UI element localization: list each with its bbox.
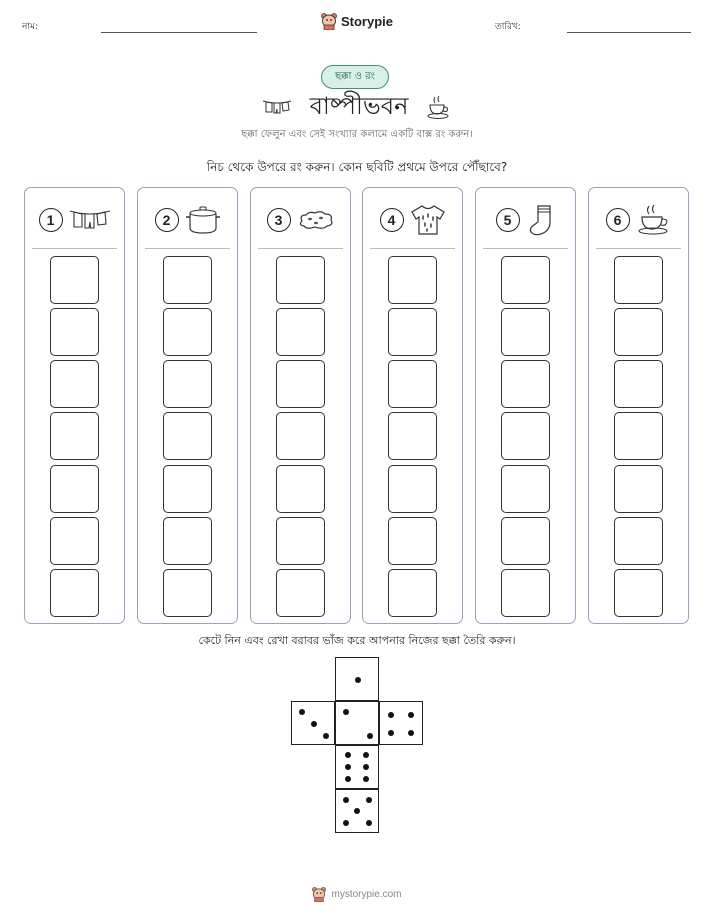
pip — [311, 721, 317, 727]
color-box[interactable] — [50, 465, 99, 513]
pip — [345, 776, 351, 782]
cut-instruction: কেটে নিন এবং রেখা বরাবর ভাঁজ করে আপনার নিজের ছক্কা তৈরি করুন। — [198, 634, 516, 647]
name-line[interactable] — [101, 32, 257, 33]
pip — [363, 764, 369, 770]
column-divider — [258, 248, 343, 249]
footer — [0, 886, 714, 902]
color-box[interactable] — [50, 517, 99, 565]
color-box[interactable] — [276, 360, 325, 408]
pip — [299, 709, 305, 715]
steaming-cup-icon — [426, 95, 452, 121]
cooking-pot-icon — [185, 204, 221, 236]
puddle-icon — [297, 209, 335, 231]
color-box[interactable] — [163, 569, 212, 617]
instruction: নিচ থেকে উপরে রং করুন। কোন ছবিটি প্রথমে উপরে পৌঁছাবে? — [206, 160, 508, 174]
pip — [354, 808, 360, 814]
column-number: 6 — [606, 208, 630, 232]
column-divider — [483, 248, 568, 249]
column-divider — [370, 248, 455, 249]
pip — [366, 797, 372, 803]
footer-site[interactable]: mystorypie.com — [331, 888, 402, 900]
color-box[interactable] — [501, 569, 550, 617]
color-box[interactable] — [163, 412, 212, 460]
steaming-cup-icon — [636, 204, 672, 236]
column-header — [589, 202, 688, 238]
color-box[interactable] — [163, 308, 212, 356]
color-box[interactable] — [388, 360, 437, 408]
column-3 — [250, 187, 351, 624]
pip — [408, 712, 414, 718]
color-box[interactable] — [614, 569, 663, 617]
date-line[interactable] — [567, 32, 691, 33]
pip — [355, 677, 361, 683]
wet-tshirt-icon — [410, 203, 446, 237]
date-label: তারিখ: — [495, 22, 521, 32]
column-header — [138, 202, 237, 238]
pip — [367, 733, 373, 739]
color-box[interactable] — [388, 308, 437, 356]
color-box[interactable] — [163, 465, 212, 513]
color-box[interactable] — [388, 412, 437, 460]
storypie-logo-icon — [321, 12, 337, 30]
column-number: 1 — [39, 208, 63, 232]
color-box[interactable] — [501, 465, 550, 513]
column-number: 4 — [380, 208, 404, 232]
pip — [345, 752, 351, 758]
color-box[interactable] — [50, 412, 99, 460]
pip — [363, 776, 369, 782]
color-box[interactable] — [501, 517, 550, 565]
color-box[interactable] — [276, 308, 325, 356]
column-2 — [137, 187, 238, 624]
color-box[interactable] — [50, 308, 99, 356]
brand-name: Storypie — [340, 13, 393, 29]
column-header — [476, 202, 575, 238]
color-box[interactable] — [276, 569, 325, 617]
dice-face-5 — [335, 789, 379, 833]
color-box[interactable] — [614, 256, 663, 304]
column-1 — [24, 187, 125, 624]
color-box[interactable] — [614, 308, 663, 356]
dice-face-3 — [291, 701, 335, 745]
color-box[interactable] — [50, 360, 99, 408]
color-box[interactable] — [163, 517, 212, 565]
color-box[interactable] — [50, 256, 99, 304]
title-row — [0, 88, 714, 128]
storypie-logo-icon — [312, 886, 326, 902]
dice-face-6 — [335, 745, 379, 789]
color-box[interactable] — [501, 256, 550, 304]
column-divider — [32, 248, 117, 249]
color-box[interactable] — [501, 412, 550, 460]
pip — [343, 820, 349, 826]
color-box[interactable] — [501, 360, 550, 408]
dice-face-2 — [335, 701, 379, 745]
pip — [388, 712, 394, 718]
category-badge: ছক্কা ও রং — [321, 65, 389, 89]
pip — [366, 820, 372, 826]
brand — [0, 12, 714, 30]
column-header — [251, 202, 350, 238]
column-4 — [362, 187, 463, 624]
column-header — [25, 202, 124, 238]
color-box[interactable] — [614, 412, 663, 460]
column-divider — [596, 248, 681, 249]
color-box[interactable] — [614, 517, 663, 565]
pip — [345, 764, 351, 770]
page-title: বাষ্পীভবন — [309, 92, 409, 120]
column-header — [363, 202, 462, 238]
pip — [388, 730, 394, 736]
color-box[interactable] — [276, 256, 325, 304]
color-box[interactable] — [163, 360, 212, 408]
color-box[interactable] — [614, 465, 663, 513]
subtitle: ছক্কা ফেলুন এবং সেই সংখ্যার কলামে একটি বাক্স রং করুন। — [241, 129, 473, 140]
color-box[interactable] — [388, 569, 437, 617]
color-box[interactable] — [501, 308, 550, 356]
color-box[interactable] — [388, 465, 437, 513]
color-box[interactable] — [276, 465, 325, 513]
column-divider — [145, 248, 230, 249]
column-number: 5 — [496, 208, 520, 232]
pip — [343, 709, 349, 715]
color-box[interactable] — [50, 569, 99, 617]
color-box[interactable] — [163, 256, 212, 304]
pip — [323, 733, 329, 739]
clothesline-icon — [69, 207, 111, 233]
color-box[interactable] — [276, 412, 325, 460]
column-number: 3 — [267, 208, 291, 232]
clothesline-icon — [262, 98, 292, 118]
pip — [343, 797, 349, 803]
name-label: নাম: — [22, 22, 39, 32]
column-5 — [475, 187, 576, 624]
dice-face-1 — [335, 657, 379, 701]
pip — [408, 730, 414, 736]
color-box[interactable] — [276, 517, 325, 565]
color-box[interactable] — [388, 256, 437, 304]
sock-icon — [526, 203, 556, 237]
color-box[interactable] — [388, 517, 437, 565]
column-number: 2 — [155, 208, 179, 232]
color-box[interactable] — [614, 360, 663, 408]
column-6 — [588, 187, 689, 624]
pip — [363, 752, 369, 758]
dice-face-4 — [379, 701, 423, 745]
